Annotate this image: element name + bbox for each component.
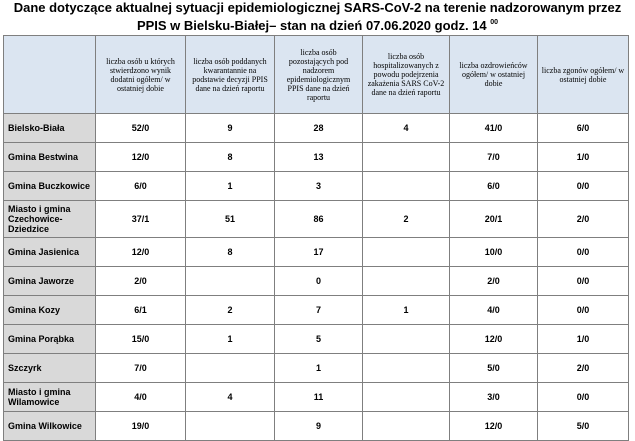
title-line-2-text: PPIS w Bielsku-Białej– stan na dzień 07.06.2020 godz. 14 bbox=[136, 18, 487, 33]
row-name: Gmina Wilkowice bbox=[4, 412, 96, 441]
cell-recovered: 3/0 bbox=[450, 383, 538, 412]
cell-hospitalized bbox=[363, 412, 450, 441]
cell-supervision: 17 bbox=[275, 238, 363, 267]
cell-quarantine bbox=[186, 354, 275, 383]
cell-positive: 6/0 bbox=[96, 172, 186, 201]
row-name: Gmina Porąbka bbox=[4, 325, 96, 354]
cell-supervision: 5 bbox=[275, 325, 363, 354]
header-recovered: liczba ozdrowieńców ogółem/ w ostatniej dobie bbox=[450, 36, 538, 114]
cell-positive: 19/0 bbox=[96, 412, 186, 441]
cell-hospitalized bbox=[363, 172, 450, 201]
header-supervision: liczba osób pozostających pod nadzorem epidemiologicznym PPIS dane na dzień raportu bbox=[275, 36, 363, 114]
cell-positive: 12/0 bbox=[96, 143, 186, 172]
cell-hospitalized bbox=[363, 325, 450, 354]
cell-supervision: 0 bbox=[275, 267, 363, 296]
cell-supervision: 3 bbox=[275, 172, 363, 201]
row-name: Gmina Bestwina bbox=[4, 143, 96, 172]
table-row bbox=[4, 114, 629, 143]
title-line-2 bbox=[0, 15, 635, 33]
header-deaths: liczba zgonów ogółem/ w ostatniej dobie bbox=[538, 36, 629, 114]
cell-supervision: 13 bbox=[275, 143, 363, 172]
title-hour-superscript: 00 bbox=[490, 19, 499, 26]
cell-quarantine: 9 bbox=[186, 114, 275, 143]
cell-deaths: 0/0 bbox=[538, 172, 629, 201]
cell-positive: 15/0 bbox=[96, 325, 186, 354]
row-name: Miasto i gmina Wilamowice bbox=[4, 383, 96, 412]
cell-hospitalized bbox=[363, 238, 450, 267]
cell-hospitalized bbox=[363, 383, 450, 412]
cell-supervision: 7 bbox=[275, 296, 363, 325]
epidemiological-data-table bbox=[3, 35, 629, 441]
cell-recovered: 10/0 bbox=[450, 238, 538, 267]
cell-positive: 12/0 bbox=[96, 238, 186, 267]
table-row bbox=[4, 412, 629, 441]
cell-supervision: 9 bbox=[275, 412, 363, 441]
header-positive-cases: liczba osób u których stwierdzono wynik dodatni ogółem/ w ostatniej dobie bbox=[96, 36, 186, 114]
row-name: Gmina Jasienica bbox=[4, 238, 96, 267]
header-quarantine: liczba osób poddanych kwarantannie na podstawie decyzji PPIS dane na dzień raportu bbox=[186, 36, 275, 114]
cell-recovered: 12/0 bbox=[450, 412, 538, 441]
cell-quarantine: 8 bbox=[186, 238, 275, 267]
cell-positive: 7/0 bbox=[96, 354, 186, 383]
cell-hospitalized bbox=[363, 354, 450, 383]
cell-positive: 52/0 bbox=[96, 114, 186, 143]
cell-hospitalized: 2 bbox=[363, 201, 450, 238]
cell-positive: 2/0 bbox=[96, 267, 186, 296]
cell-quarantine: 8 bbox=[186, 143, 275, 172]
cell-recovered: 41/0 bbox=[450, 114, 538, 143]
cell-quarantine: 2 bbox=[186, 296, 275, 325]
table-row bbox=[4, 325, 629, 354]
cell-quarantine: 1 bbox=[186, 325, 275, 354]
cell-recovered: 4/0 bbox=[450, 296, 538, 325]
cell-supervision: 11 bbox=[275, 383, 363, 412]
cell-deaths: 0/0 bbox=[538, 296, 629, 325]
cell-quarantine bbox=[186, 412, 275, 441]
cell-deaths: 0/0 bbox=[538, 238, 629, 267]
table-row bbox=[4, 238, 629, 267]
row-name: Gmina Buczkowice bbox=[4, 172, 96, 201]
row-name: Gmina Jaworze bbox=[4, 267, 96, 296]
table-row bbox=[4, 296, 629, 325]
cell-hospitalized bbox=[363, 143, 450, 172]
report-title bbox=[0, 0, 635, 34]
header-corner bbox=[4, 36, 96, 114]
cell-hospitalized bbox=[363, 267, 450, 296]
header-row bbox=[4, 36, 629, 114]
table-row bbox=[4, 172, 629, 201]
row-name: Bielsko-Biała bbox=[4, 114, 96, 143]
cell-recovered: 20/1 bbox=[450, 201, 538, 238]
cell-positive: 6/1 bbox=[96, 296, 186, 325]
table-row bbox=[4, 383, 629, 412]
cell-hospitalized: 4 bbox=[363, 114, 450, 143]
cell-deaths: 1/0 bbox=[538, 143, 629, 172]
cell-recovered: 7/0 bbox=[450, 143, 538, 172]
cell-quarantine bbox=[186, 267, 275, 296]
cell-quarantine: 1 bbox=[186, 172, 275, 201]
cell-supervision: 86 bbox=[275, 201, 363, 238]
cell-deaths: 1/0 bbox=[538, 325, 629, 354]
cell-recovered: 5/0 bbox=[450, 354, 538, 383]
cell-quarantine: 51 bbox=[186, 201, 275, 238]
cell-deaths: 5/0 bbox=[538, 412, 629, 441]
cell-recovered: 2/0 bbox=[450, 267, 538, 296]
cell-quarantine: 4 bbox=[186, 383, 275, 412]
row-name: Miasto i gmina Czechowice-Dziedzice bbox=[4, 201, 96, 238]
table-row bbox=[4, 354, 629, 383]
cell-supervision: 28 bbox=[275, 114, 363, 143]
cell-positive: 4/0 bbox=[96, 383, 186, 412]
table-row bbox=[4, 143, 629, 172]
cell-hospitalized: 1 bbox=[363, 296, 450, 325]
table-row bbox=[4, 267, 629, 296]
cell-deaths: 2/0 bbox=[538, 354, 629, 383]
row-name: Szczyrk bbox=[4, 354, 96, 383]
table-row bbox=[4, 201, 629, 238]
row-name: Gmina Kozy bbox=[4, 296, 96, 325]
cell-deaths: 6/0 bbox=[538, 114, 629, 143]
cell-recovered: 6/0 bbox=[450, 172, 538, 201]
cell-deaths: 0/0 bbox=[538, 383, 629, 412]
cell-supervision: 1 bbox=[275, 354, 363, 383]
header-hospitalized: liczba osób hospitalizowanych z powodu podejrzenia zakażenia SARS CoV-2 dane na dzień raportu bbox=[363, 36, 450, 114]
cell-positive: 37/1 bbox=[96, 201, 186, 238]
title-line-1: Dane dotyczące aktualnej sytuacji epidemiologicznej SARS-CoV-2 na terenie nadzorowanym przez bbox=[13, 0, 622, 15]
cell-deaths: 2/0 bbox=[538, 201, 629, 238]
cell-deaths: 0/0 bbox=[538, 267, 629, 296]
cell-recovered: 12/0 bbox=[450, 325, 538, 354]
